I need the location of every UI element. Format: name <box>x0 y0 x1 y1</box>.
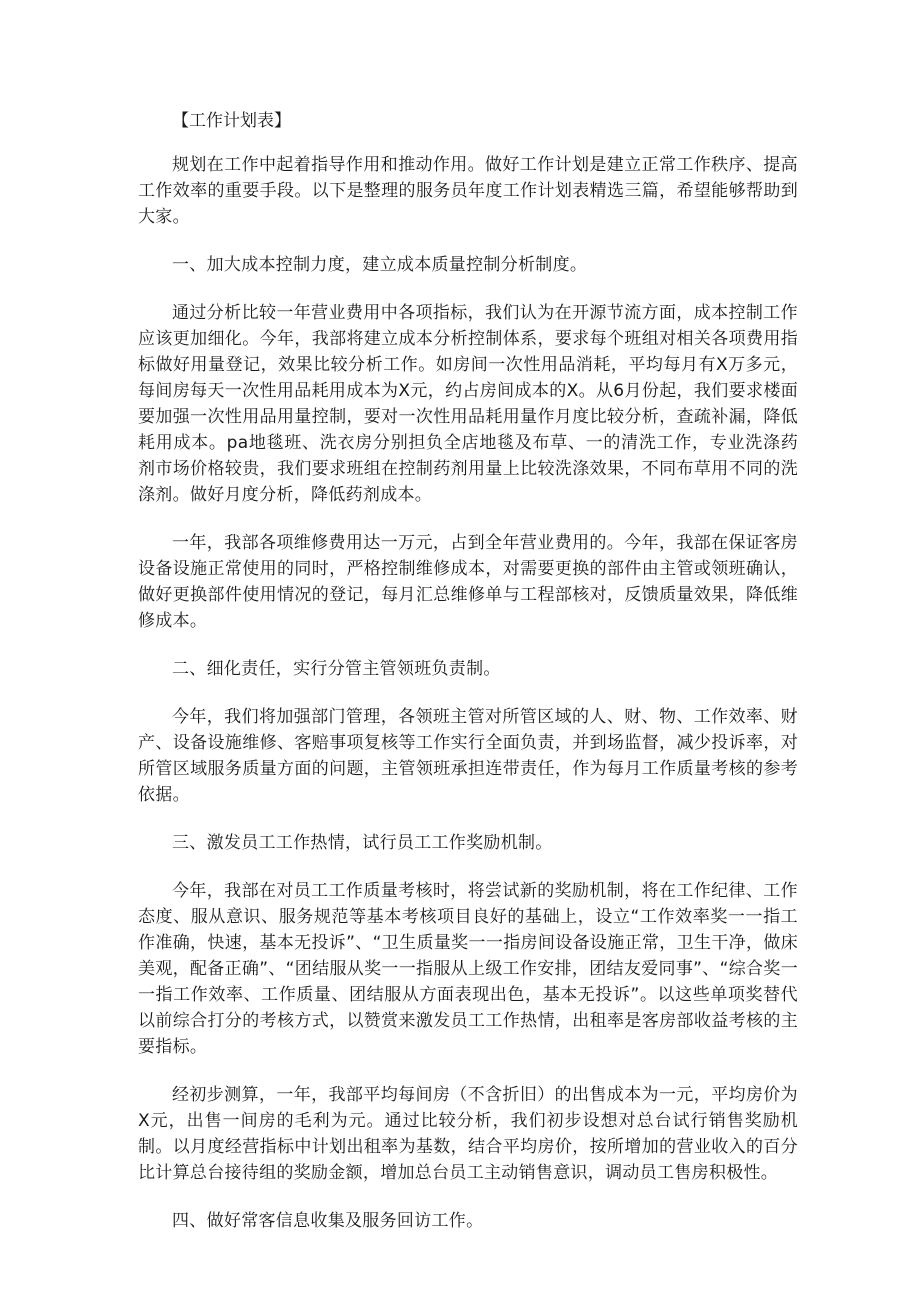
section-3-paragraph-2: 经初步测算，一年，我部平均每间房（不含折旧）的出售成本为一元，平均房价为X元，出售一间房的毛利为元。通过比较分析，我们初步设想对总台试行销售奖励机制。以月度经营指标中计划出租率为基数，结合平均房价，按所增加的营业收入的百分比计算总台接待组的奖励金额，增加总台员工主动销售意识，调动员工售房积极性。 <box>138 1085 798 1183</box>
section-2-heading: 二、细化责任，实行分管主管领班负责制。 <box>172 659 501 679</box>
section-1-paragraph-2: 一年，我部各项维修费用达一万元，占到全年营业费用的。今年，我部在保证客房设备设施正常使用的同时，严格控制维修成本，对需要更换的部件由主管或领班确认，做好更换部件使用情况的登记，每月汇总维修单与工程部核对，反馈质量效果，降低维修成本。 <box>138 533 798 631</box>
section-1-paragraph-1: 通过分析比较一年营业费用中各项指标，我们认为在开源节流方面，成本控制工作应该更加细化。今年，我部将建立成本分析控制体系，要求每个班组对相关各项费用指标做好用量登记，效果比较分析工作。如房间一次性用品消耗，平均每月有X万多元，每间房每天一次性用品耗用成本为X元，约占房间成本的X。从6月份起，我们要求楼面要加强一次性用品用量控制，要对一次性用品耗用量作月度比较分析，查疏补漏，降低耗用成本。pa地毯班、洗衣房分别担负全店地毯及布草、一的清洗工作，专业洗涤药剂市场价格较贵，我们要求班组在控制药剂用量上比较洗涤效果，不同布草用不同的洗涤剂。做好月度分析，降低药剂成本。 <box>138 303 798 505</box>
section-3-paragraph-1: 今年，我部在对员工工作质量考核时，将尝试新的奖励机制，将在工作纪律、工作态度、服从意识、服务规范等基本考核项目良好的基础上，设立“工作效率奖一一指工作准确，快速，基本无投诉”、“卫生质量奖一一指房间设备设施正常，卫生干净，做床美观，配备正确”、“团结服从奖一一指服从上级工作安排，团结友爱同事”、“综合奖一一指工作效率、工作质量、团结服从方面表现出色，基本无投诉”。以这些单项奖替代以前综合打分的考核方式，以赞赏来激发员工工作热情，出租率是客房部收益考核的主要指标。 <box>138 881 798 1057</box>
section-1-heading: 一、加大成本控制力度，建立成本质量控制分析制度。 <box>172 255 588 275</box>
section-4-heading: 四、做好常客信息收集及服务回访工作。 <box>172 1211 484 1231</box>
document-title: 【工作计划表】 <box>172 111 291 131</box>
section-2-paragraph-1: 今年，我们将加强部门管理，各领班主管对所管区域的人、财、物、工作效率、财产、设备设施维修、客赔事项复核等工作实行全面负责，并到场监督，减少投诉率，对所管区域服务质量方面的问题，主管领班承担连带责任，作为每月工作质量考核的参考依据。 <box>138 707 798 805</box>
section-3-heading: 三、激发员工工作热情，试行员工工作奖励机制。 <box>172 833 553 853</box>
document-page <box>138 108 798 1256</box>
intro-paragraph: 规划在工作中起着指导作用和推动作用。做好工作计划是建立正常工作秩序、提高工作效率的重要手段。以下是整理的服务员年度工作计划表精选三篇，希望能够帮助到大家。 <box>138 155 798 227</box>
